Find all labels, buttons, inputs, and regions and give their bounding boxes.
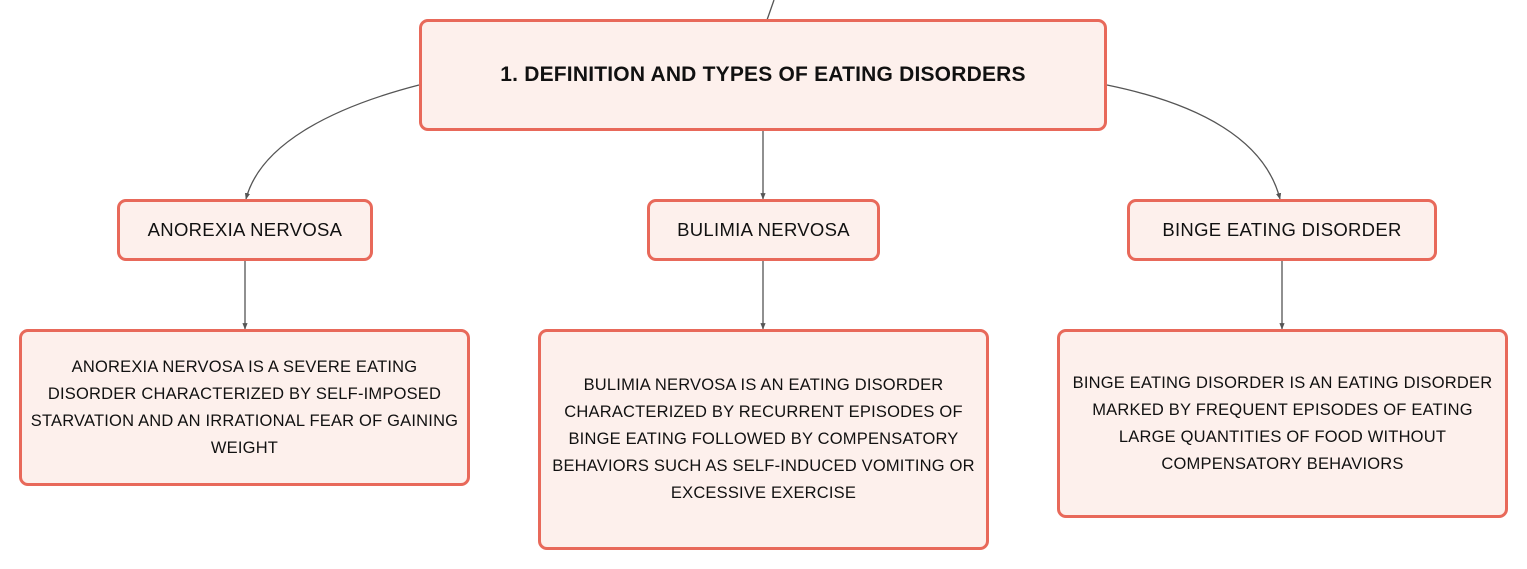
connector-root-to-binge	[1107, 85, 1280, 199]
description-node-binge-eating-disorder[interactable]	[1057, 329, 1508, 518]
type-label-bulimia-nervosa: BULIMIA NERVOSA	[677, 219, 850, 240]
type-label-binge-eating-disorder: BINGE EATING DISORDER	[1162, 219, 1402, 240]
description-node-anorexia-nervosa[interactable]	[19, 329, 470, 486]
description-text-bulimia-nervosa: BULIMIA NERVOSA IS AN EATING DISORDER CHARACTERIZED BY RECURRENT EPISODES OF BINGE EATING FOLLOWED BY COMPENSATORY BEHAVIORS SUCH AS SELF-INDUCED VOMITING OR EXCESSIVE EXERCISE	[552, 376, 975, 502]
connector-root-to-anorexia	[246, 85, 419, 199]
type-node-binge-eating-disorder[interactable]	[1127, 199, 1437, 261]
description-text-binge-eating-disorder: BINGE EATING DISORDER IS AN EATING DISORDER MARKED BY FREQUENT EPISODES OF EATING LARGE QUANTITIES OF FOOD WITHOUT COMPENSATORY BEHAVIORS	[1072, 373, 1493, 473]
description-text-anorexia-nervosa: ANOREXIA NERVOSA IS A SEVERE EATING DISORDER CHARACTERIZED BY SELF-IMPOSED STARVATION AND AN IRRATIONAL FEAR OF GAINING WEIGHT	[30, 357, 459, 457]
type-node-bulimia-nervosa[interactable]	[647, 199, 880, 261]
type-node-anorexia-nervosa[interactable]	[117, 199, 373, 261]
root-topic-node[interactable]	[419, 19, 1107, 131]
root-topic-label: 1. DEFINITION AND TYPES OF EATING DISORDERS	[500, 63, 1026, 86]
type-label-anorexia-nervosa: ANOREXIA NERVOSA	[147, 219, 343, 240]
description-node-bulimia-nervosa[interactable]	[538, 329, 989, 550]
connector-parent-to-root	[767, 0, 774, 20]
